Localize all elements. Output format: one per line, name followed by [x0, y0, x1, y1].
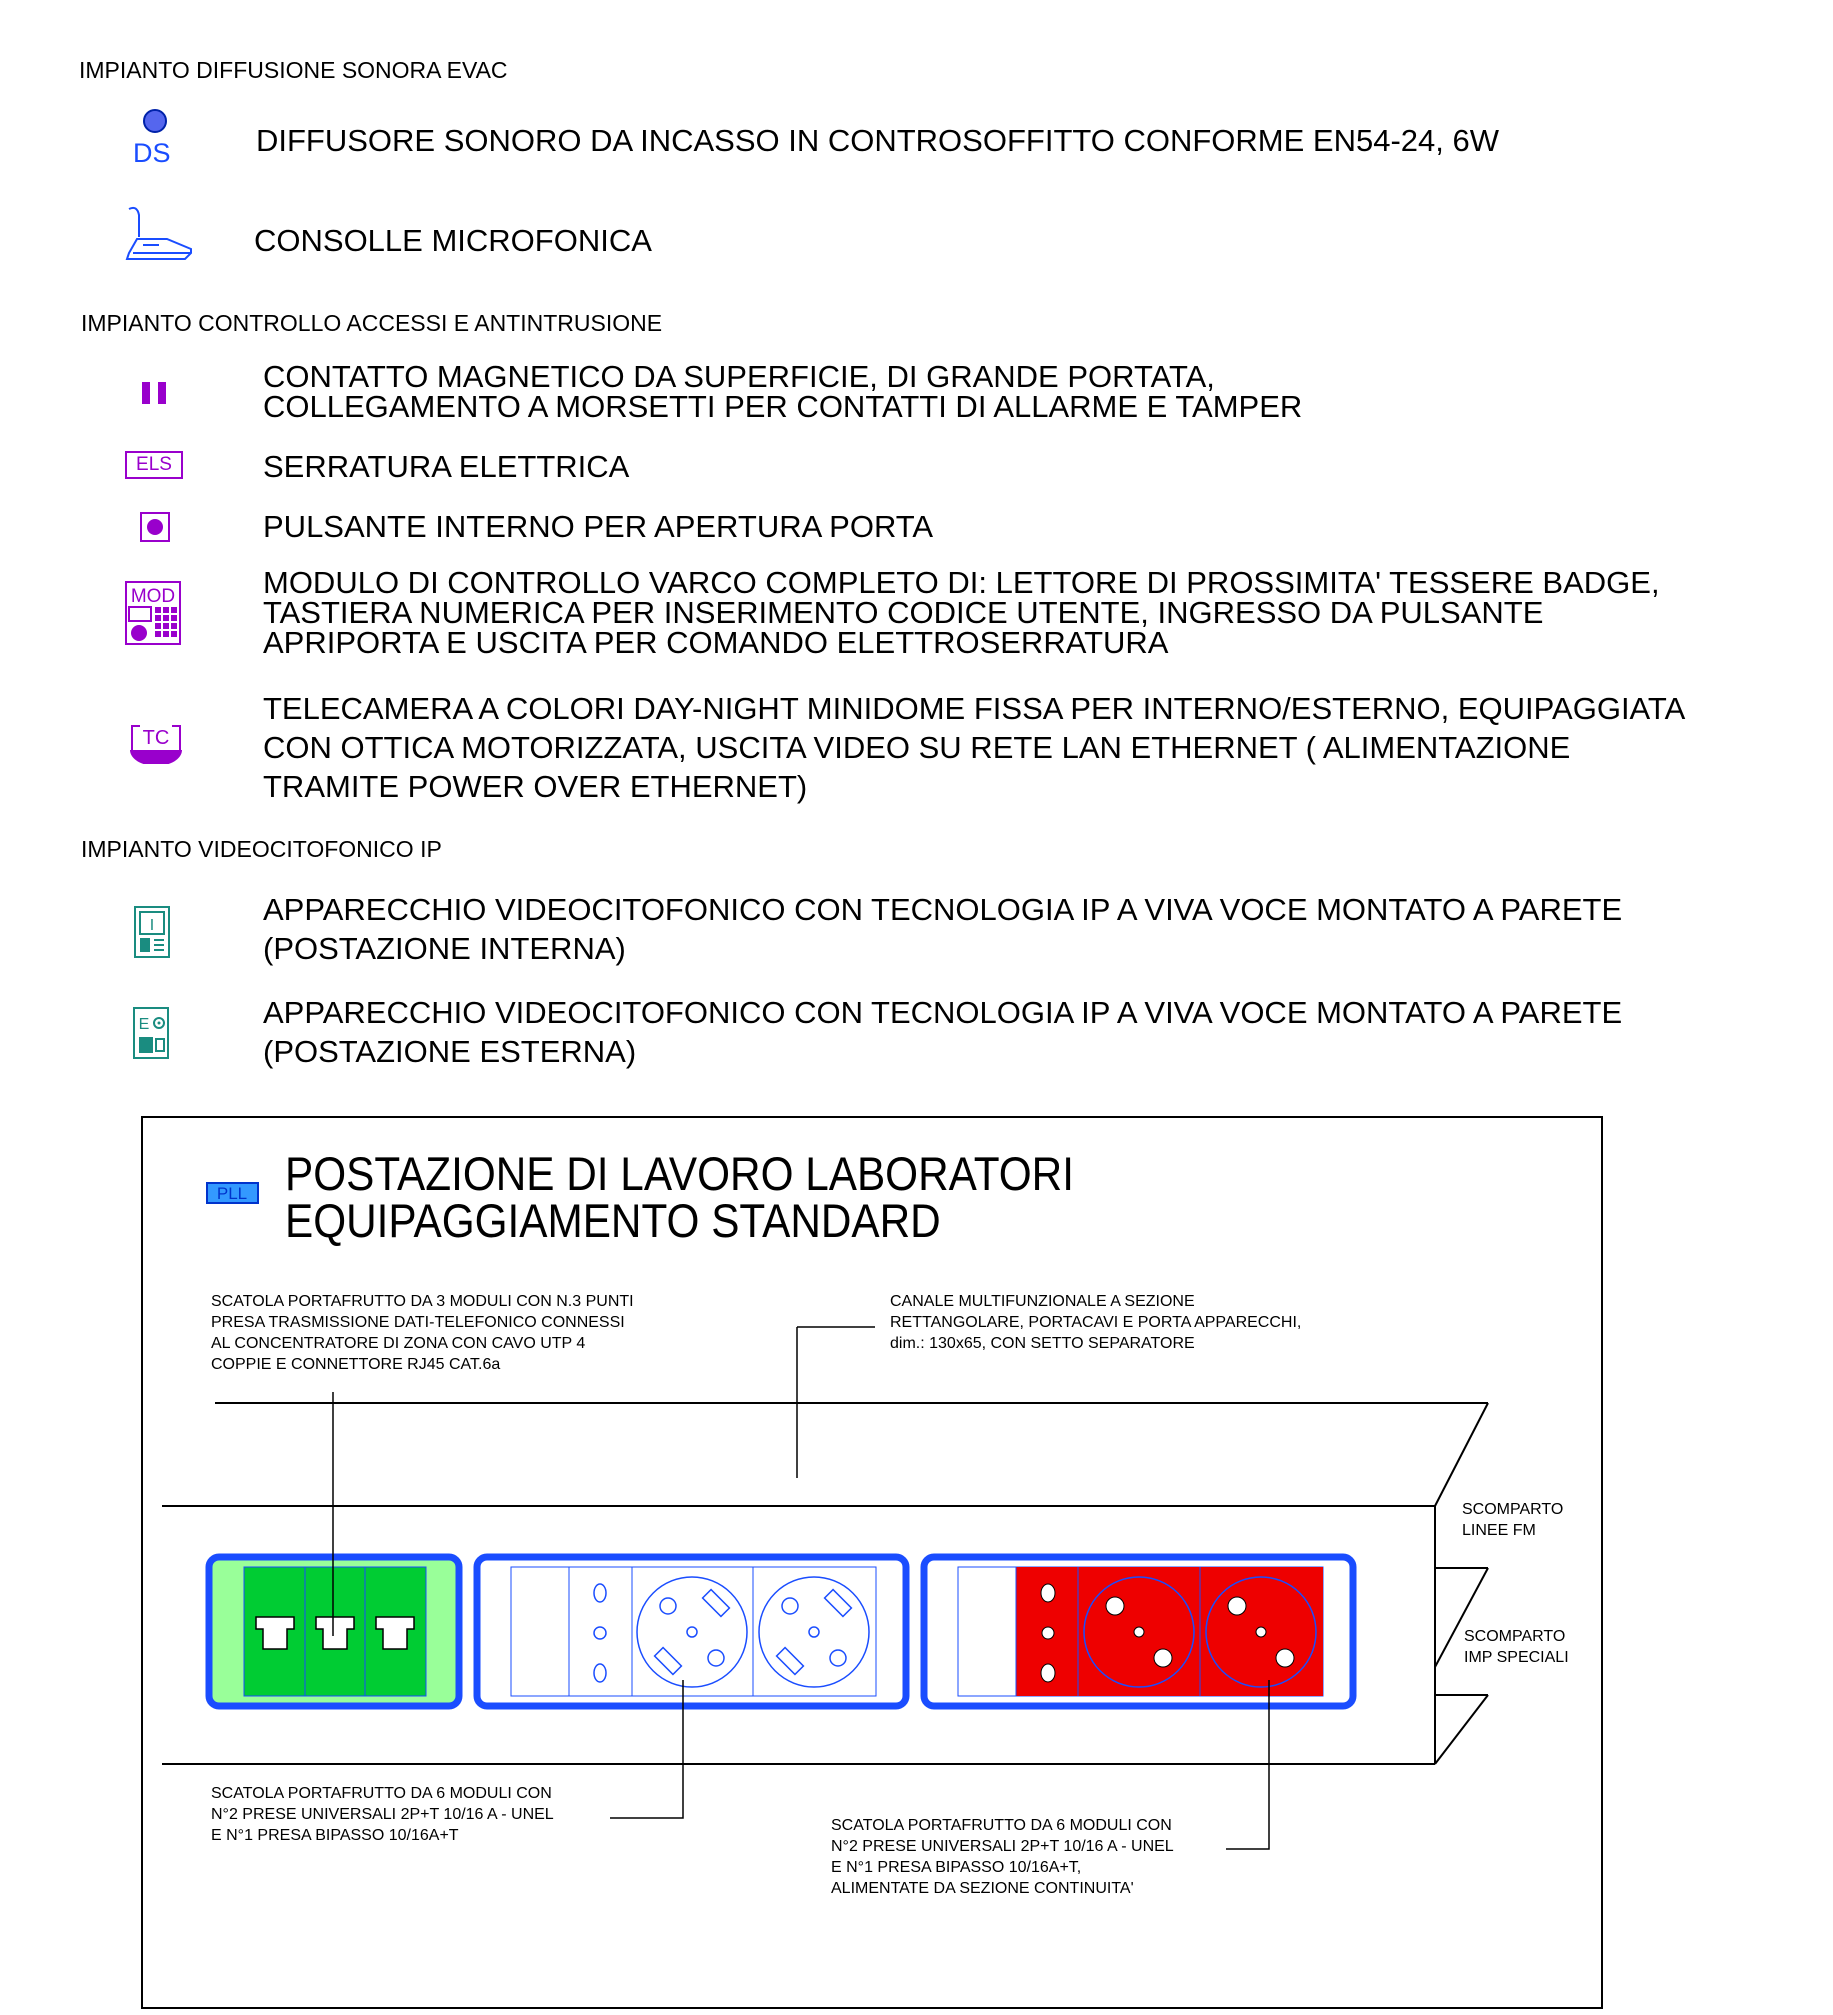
- video-intercom-internal-code: I: [149, 917, 155, 934]
- legend-els-text: SERRATURA ELETTRICA: [263, 449, 630, 484]
- legend-contact-line: CONTATTO MAGNETICO DA SUPERFICIE, DI GRANDE PORTATA,: [263, 359, 1215, 394]
- white-socket-box: [477, 1557, 906, 1706]
- legend-mod-line: MODULO DI CONTROLLO VARCO COMPLETO DI: LETTORE DI PROSSIMITA' TESSERE BADGE,: [263, 565, 1660, 600]
- data-outlet-box: [209, 1557, 459, 1706]
- note-white-line: SCATOLA PORTAFRUTTO DA 6 MODULI CON: [211, 1785, 552, 1802]
- detail-title-line: POSTAZIONE DI LAVORO LABORATORI: [285, 1147, 1074, 1200]
- dome-camera-code: TC: [142, 727, 170, 749]
- electric-lock-code: ELS: [136, 454, 172, 475]
- note-red-line: N°2 PRESE UNIVERSALI 2P+T 10/16 A - UNEL: [831, 1838, 1174, 1855]
- bipasso-socket-icon: [1041, 1584, 1055, 1682]
- access-module-code: MOD: [130, 586, 176, 607]
- note-fm-line: LINEE FM: [1462, 1522, 1536, 1539]
- note-red-line: E N°1 PRESA BIPASSO 10/16A+T,: [831, 1859, 1082, 1876]
- note-white-line: E N°1 PRESA BIPASSO 10/16A+T: [211, 1827, 459, 1844]
- legend-mod-line: APRIPORTA E USCITA PER COMANDO ELETTROSERRATURA: [263, 625, 1169, 660]
- red-socket-box: [924, 1557, 1353, 1706]
- legend-console-text: CONSOLLE MICROFONICA: [254, 223, 652, 258]
- section-title-access: IMPIANTO CONTROLLO ACCESSI E ANTINTRUSIONE: [81, 310, 663, 336]
- note-channel-line: dim.: 130x65, CON SETTO SEPARATORE: [890, 1335, 1195, 1352]
- note-fm-line: SCOMPARTO: [1462, 1501, 1564, 1518]
- legend-ds-text: DIFFUSORE SONORO DA INCASSO IN CONTROSOFFITTO CONFORME EN54-24, 6W: [256, 123, 1499, 158]
- note-channel-line: CANALE MULTIFUNZIONALE A SEZIONE: [890, 1293, 1195, 1310]
- section-title-video: IMPIANTO VIDEOCITOFONICO IP: [81, 836, 442, 862]
- legend-mod-line: TASTIERA NUMERICA PER INSERIMENTO CODICE UTENTE, INGRESSO DA PULSANTE: [263, 595, 1544, 630]
- legend-ve-line: (POSTAZIONE ESTERNA): [263, 1034, 637, 1069]
- legend-tc-line: TRAMITE POWER OVER ETHERNET): [263, 769, 808, 804]
- legend-contact-line: COLLEGAMENTO A MORSETTI PER CONTATTI DI ALLARME E TAMPER: [263, 389, 1303, 424]
- note-special-line: IMP SPECIALI: [1464, 1649, 1569, 1666]
- detail-title: [285, 1147, 1074, 1247]
- note-data-line: SCATOLA PORTAFRUTTO DA 3 MODULI CON N.3 PUNTI: [211, 1293, 634, 1310]
- note-data-line: AL CONCENTRATORE DI ZONA CON CAVO UTP 4: [211, 1335, 586, 1352]
- note-channel-line: RETTANGOLARE, PORTACAVI E PORTA APPARECCHI,: [890, 1314, 1302, 1331]
- speaker-code: DS: [133, 138, 171, 168]
- pll-badge-text: PLL: [216, 1184, 248, 1203]
- note-data-line: PRESA TRASMISSIONE DATI-TELEFONICO CONNESSI: [211, 1314, 625, 1331]
- note-data-line: COPPIE E CONNETTORE RJ45 CAT.6a: [211, 1356, 501, 1373]
- note-red-line: SCATOLA PORTAFRUTTO DA 6 MODULI CON: [831, 1817, 1172, 1834]
- legend-vi-line: (POSTAZIONE INTERNA): [263, 931, 626, 966]
- note-special-line: SCOMPARTO: [1464, 1628, 1566, 1645]
- legend-tc-line: CON OTTICA MOTORIZZATA, USCITA VIDEO SU RETE LAN ETHERNET ( ALIMENTAZIONE: [263, 730, 1571, 765]
- note-white-line: N°2 PRESE UNIVERSALI 2P+T 10/16 A - UNEL: [211, 1806, 554, 1823]
- legend-vi-line: APPARECCHIO VIDEOCITOFONICO CON TECNOLOGIA IP A VIVA VOCE MONTATO A PARETE: [263, 892, 1623, 927]
- detail-title-line: EQUIPAGGIAMENTO STANDARD: [285, 1194, 941, 1247]
- section-title-evac: IMPIANTO DIFFUSIONE SONORA EVAC: [79, 57, 508, 83]
- note-red-line: ALIMENTATE DA SEZIONE CONTINUITA': [831, 1880, 1134, 1897]
- legend-ve-line: APPARECCHIO VIDEOCITOFONICO CON TECNOLOGIA IP A VIVA VOCE MONTATO A PARETE: [263, 995, 1623, 1030]
- video-intercom-external-code: E: [138, 1016, 150, 1033]
- pll-badge: [207, 1183, 258, 1203]
- legend-button-text: PULSANTE INTERNO PER APERTURA PORTA: [263, 509, 934, 544]
- legend-tc-line: TELECAMERA A COLORI DAY-NIGHT MINIDOME FISSA PER INTERNO/ESTERNO, EQUIPAGGIATA: [263, 691, 1686, 726]
